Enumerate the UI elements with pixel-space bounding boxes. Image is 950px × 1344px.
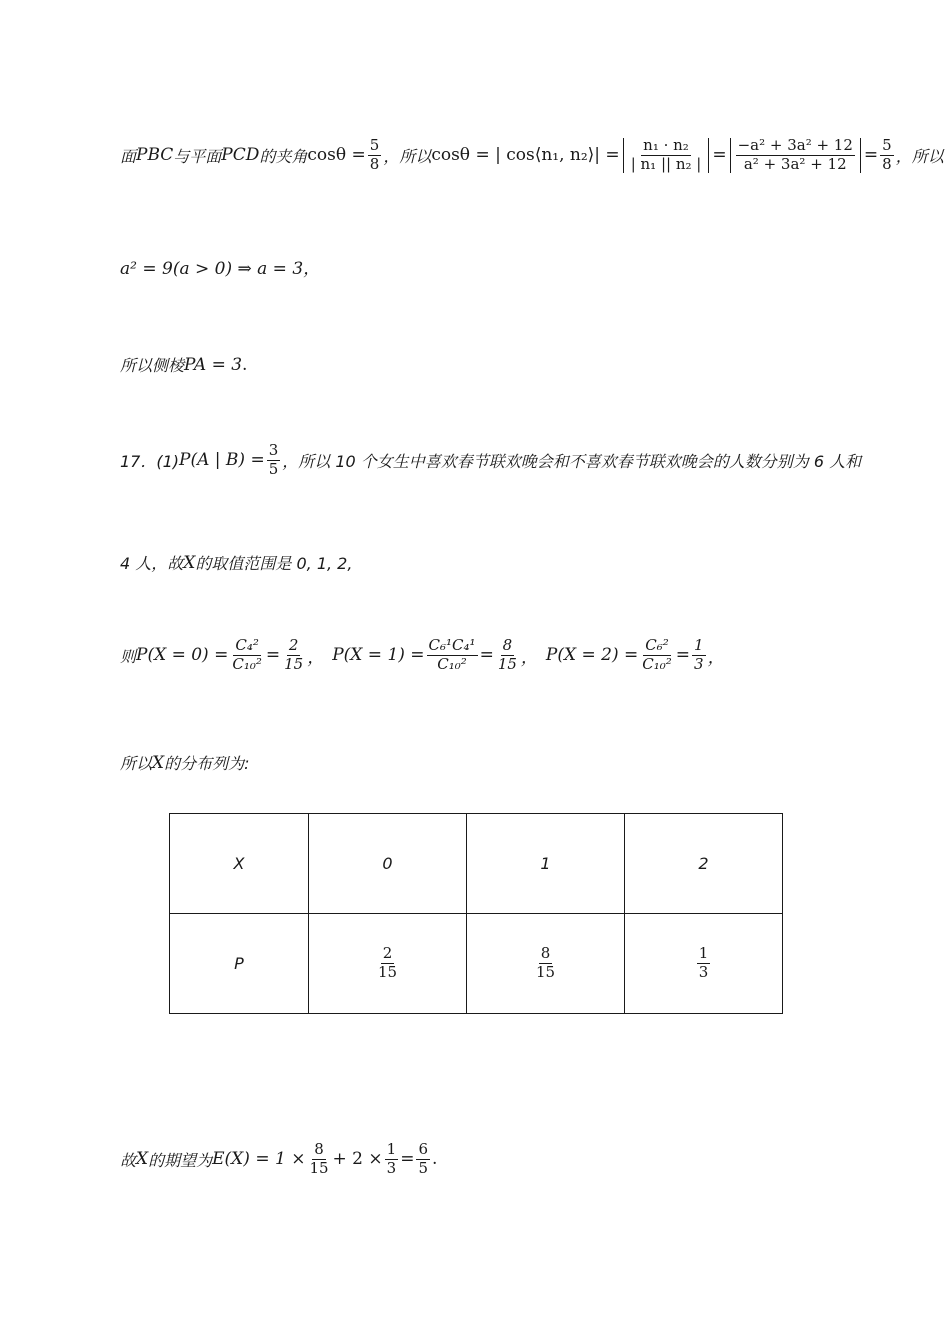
line-probabilities [120, 638, 725, 673]
math: = [863, 145, 879, 166]
line-plane-angle [120, 138, 944, 173]
abs-value [730, 138, 861, 173]
abs-value [623, 138, 710, 173]
line-solve-a [120, 254, 320, 279]
math: PCD [221, 145, 260, 166]
line-range [120, 551, 352, 574]
table-cell [625, 914, 783, 1014]
fraction: $\frac{2}{15}$ [284, 636, 304, 673]
math: E(X) = 1 × [212, 1149, 306, 1170]
line-pa [120, 353, 247, 376]
table-row [170, 914, 783, 1014]
table-cell: 1 [467, 814, 625, 914]
table-cell: X [170, 814, 309, 914]
table-cell [309, 914, 467, 1014]
line-expectation [120, 1142, 437, 1177]
text: 的取值范围是 0, 1, 2, [195, 554, 353, 573]
fraction: $\frac{\text{−a² + 3a² + 12}}{\text{a² + 3a² + 12}}$ [737, 136, 853, 173]
distribution-table [169, 813, 783, 1014]
text: ，所以 10 个女生中喜欢春节联欢晚会和不喜欢春节联欢晚会的人数分别为 6 人和 [282, 451, 862, 471]
math: X [152, 752, 165, 773]
math: PA = 3 [184, 354, 243, 375]
math: = [265, 645, 281, 666]
text: ，所以 [895, 146, 944, 166]
fraction: $\frac{1}{3}$ [386, 1140, 397, 1177]
text: 故 [120, 1150, 137, 1170]
line-distribution-heading [120, 751, 250, 774]
text: 所以侧棱 [120, 356, 185, 375]
fraction: $\frac{\text{C₆²}}{\text{C₁₀²}}$ [642, 636, 672, 673]
table-cell: 0 [309, 814, 467, 914]
fraction: $\frac{5}{8}$ [882, 136, 892, 173]
math: cosθ = [307, 145, 366, 166]
text: 与平面 [173, 146, 222, 166]
math: + 2 × [332, 1149, 383, 1170]
text: 的期望为 [148, 1150, 213, 1170]
math: P(A | B) = [179, 450, 265, 471]
fraction: $\frac{2}{15}$ [377, 944, 398, 981]
math: P(X = 1) = [332, 645, 425, 666]
text: ， [520, 647, 538, 668]
table-cell: P [170, 914, 309, 1014]
math: a² = 9(a > 0) ⇒ a = 3， [120, 259, 321, 279]
math: cosθ = | cos⟨n₁, n₂⟩| = [431, 145, 620, 166]
text: ， [707, 647, 725, 668]
fraction: $\frac{8}{15}$ [535, 944, 556, 981]
fraction: $\frac{\text{n₁ · n₂}}{\text{| n₁ || n₂ |}}$ [630, 136, 702, 173]
text: 17．(1) [120, 451, 180, 471]
math: P(X = 2) = [545, 645, 639, 666]
fraction: $\frac{8}{15}$ [309, 1140, 329, 1177]
math: X [183, 552, 196, 573]
fraction: $\frac{6}{5}$ [418, 1140, 428, 1177]
math: P(X = 0) = [136, 645, 229, 666]
text: . [242, 354, 248, 375]
table-row [170, 814, 783, 914]
table-cell [467, 914, 625, 1014]
fraction: $\frac{3}{5}$ [268, 441, 279, 478]
text: 4 人，故 [120, 554, 184, 573]
fraction: $\frac{5}{8}$ [369, 136, 380, 173]
text: . [432, 1149, 438, 1170]
text: 的夹角 [259, 146, 308, 166]
fraction: $\frac{\text{C₆¹C₄¹}}{\text{C₁₀²}}$ [428, 636, 476, 673]
math: = [479, 645, 494, 666]
table-cell: 2 [625, 814, 783, 914]
math: = [712, 145, 727, 166]
math: PBC [136, 145, 174, 166]
fraction: $\frac{1}{3}$ [698, 944, 709, 981]
text: 面 [120, 146, 137, 166]
text: ，所以 [383, 146, 432, 166]
fraction: $\frac{8}{15}$ [497, 636, 517, 673]
text: 的分布列为: [164, 754, 250, 773]
text: ， [307, 647, 325, 668]
math: X [136, 1149, 149, 1170]
line-q17 [120, 443, 861, 478]
text: 则 [120, 646, 137, 666]
fraction: $\frac{\text{C₄²}}{\text{C₁₀²}}$ [232, 636, 262, 673]
text: 所以 [120, 754, 153, 773]
math: = [400, 1149, 415, 1170]
fraction: $\frac{1}{3}$ [694, 636, 704, 673]
math: = [675, 645, 691, 666]
